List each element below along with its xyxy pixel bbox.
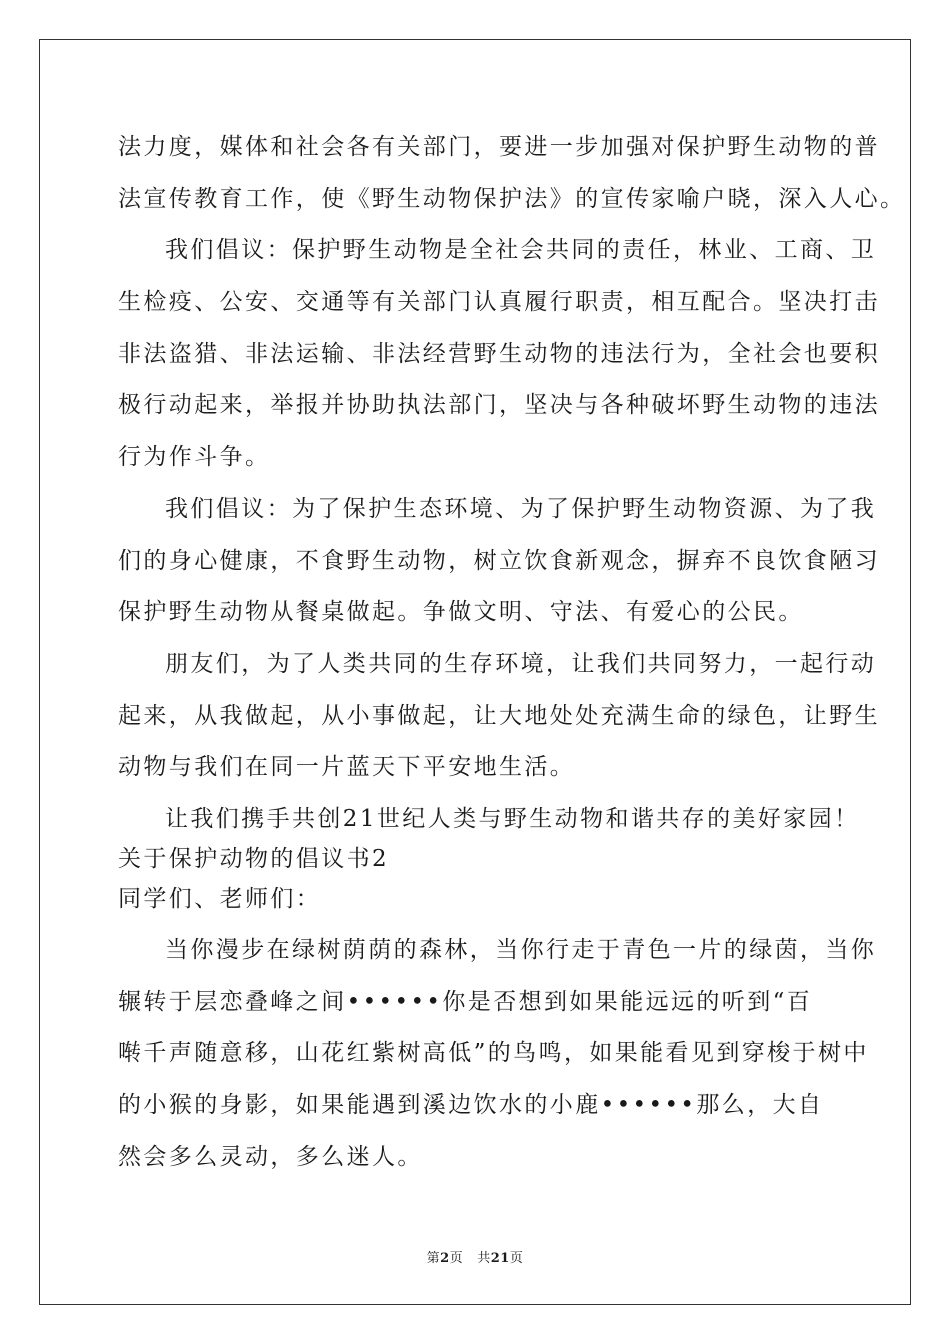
section-title: 关于保护动物的倡议书2 <box>118 845 390 872</box>
paragraph-line: 生检疫、公安、交通等有关部门认真履行职责，相互配合。坚决打击 <box>118 289 880 316</box>
page-total: 21 <box>490 1251 510 1266</box>
total-unit: 页 <box>509 1251 524 1266</box>
paragraph-line: 起来，从我做起，从小事做起，让大地处处充满生命的绿色，让野生 <box>118 702 880 729</box>
paragraph-line: 啭千声随意移，山花红紫树高低”的鸟鸣，如果能看见到穿梭于树中 <box>118 1040 869 1067</box>
paragraph-line: 的小猴的身影，如果能遇到溪边饮水的小鹿••••••那么，大自 <box>118 1092 824 1118</box>
paragraph-line: 我们倡议：为了保护生态环境、为了保护野生动物资源、为了我 <box>165 495 877 522</box>
paragraph-line: 极行动起来，举报并协助执法部门，坚决与各种破坏野生动物的违法 <box>118 392 880 419</box>
paragraph-line: 当你漫步在绿树荫荫的森林，当你行走于青色一片的绿茵，当你 <box>165 936 877 963</box>
paragraph-line: 动物与我们在同一片蓝天下平安地生活。 <box>118 754 576 781</box>
page-unit: 页 <box>449 1251 464 1266</box>
paragraph-line: 保护野生动物从餐桌做起。争做文明、守法、有爱心的公民。 <box>118 599 804 626</box>
paragraph-line: 我们倡议：保护野生动物是全社会共同的责任，林业、工商、卫 <box>165 237 877 264</box>
paragraph-line: 辗转于层恋叠峰之间••••••你是否想到如果能远远的听到“百 <box>118 988 813 1015</box>
page-current: 2 <box>440 1251 450 1266</box>
paragraph-line: 们的身心健康，不食野生动物，树立饮食新观念，摒弃不良饮食陋习 <box>118 547 880 574</box>
paragraph-line: 法力度，媒体和社会各有关部门，要进一步加强对保护野生动物的普 <box>118 134 880 160</box>
paragraph-line: 法宣传教育工作，使《野生动物保护法》的宣传家喻户晓，深入人心。 <box>118 185 906 212</box>
paragraph-line: 朋友们，为了人类共同的生存环境，让我们共同努力，一起行动 <box>165 650 877 677</box>
page-prefix: 第 <box>426 1251 441 1266</box>
paragraph-line: 让我们携手共创21世纪人类与野生动物和谐共存的美好家园！ <box>165 805 860 832</box>
page-footer <box>0 1247 950 1266</box>
paragraph-line: 然会多么灵动，多么迷人。 <box>118 1143 423 1170</box>
salutation: 同学们、老师们： <box>118 885 322 912</box>
total-prefix: 共 <box>477 1251 491 1266</box>
paragraph-line: 非法盗猎、非法运输、非法经营野生动物的违法行为，全社会也要积 <box>118 340 880 367</box>
paragraph-line: 行为作斗争。 <box>118 444 271 471</box>
document-body <box>118 127 906 1188</box>
